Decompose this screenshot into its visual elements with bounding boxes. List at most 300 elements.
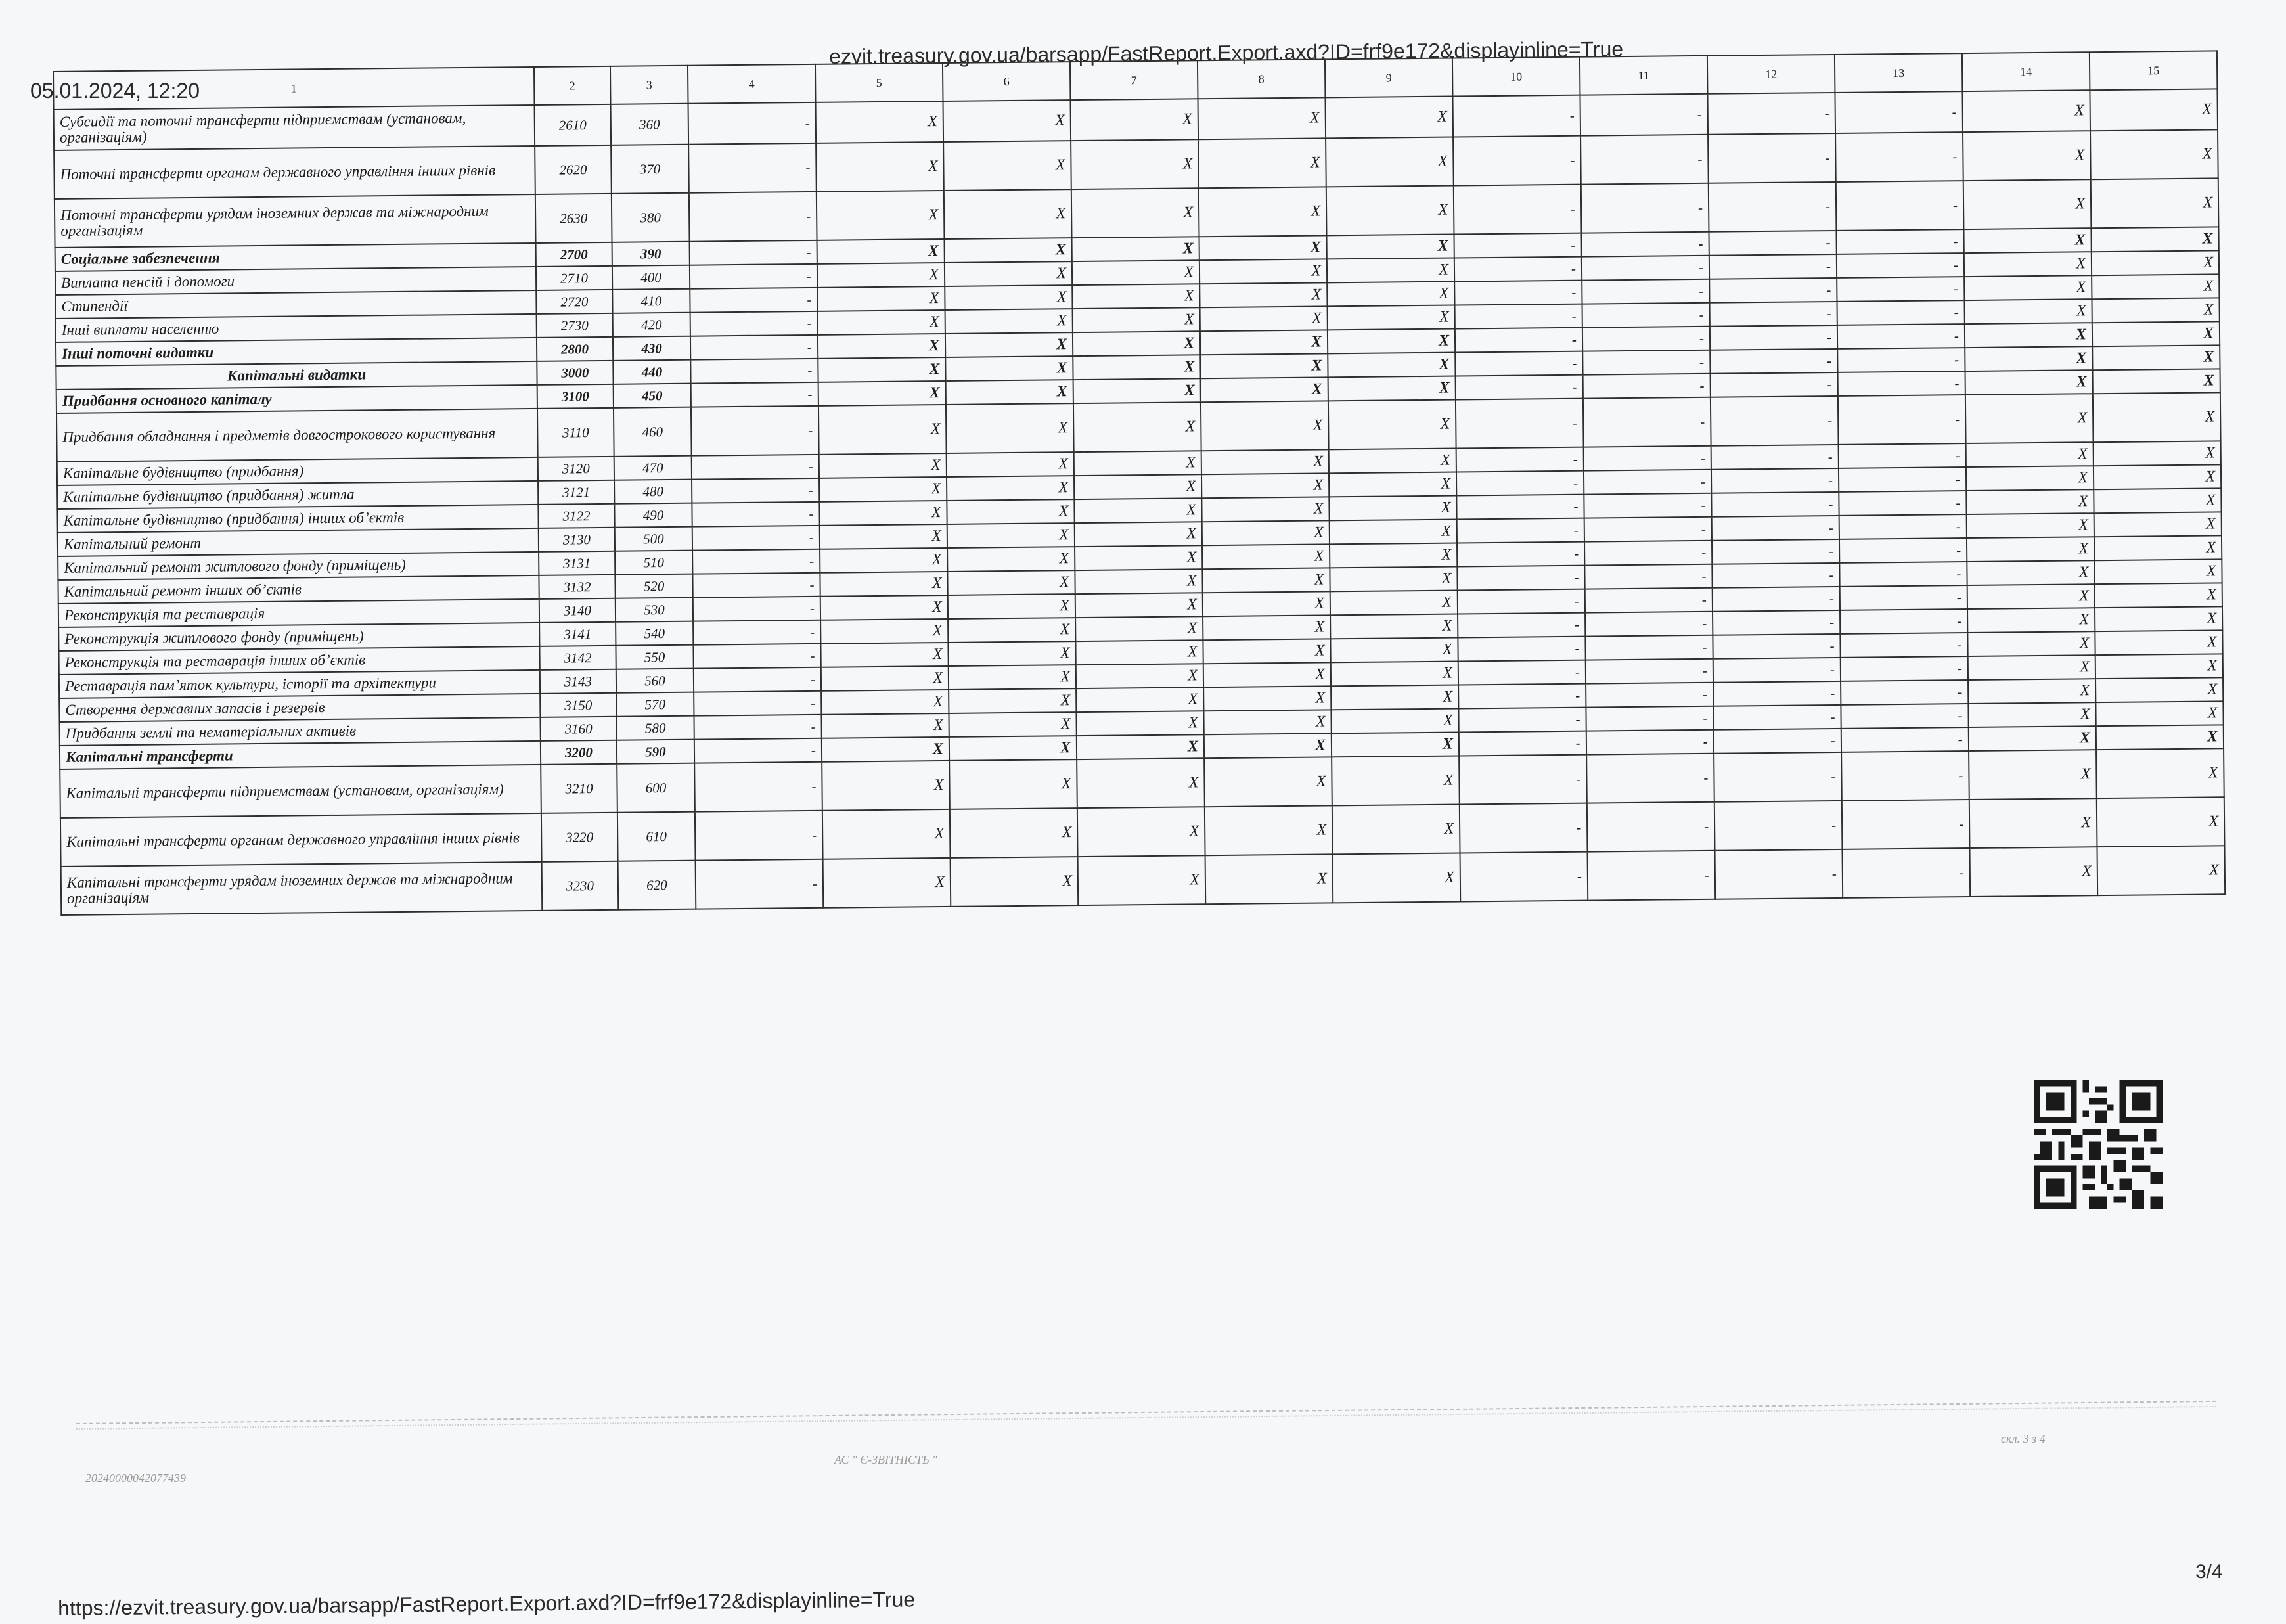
print-datetime: 05.01.2024, 12:20 [30, 79, 200, 102]
x-mark-cell: X [818, 381, 946, 406]
dash-cell: - [1458, 589, 1585, 614]
x-mark-cell: X [2094, 559, 2222, 584]
x-mark-cell: X [1076, 711, 1203, 736]
x-mark-cell: X [1203, 591, 1330, 616]
dash-cell: - [1584, 564, 1712, 589]
dash-cell: - [1710, 325, 1837, 350]
x-mark-cell: X [818, 334, 945, 359]
x-mark-cell: X [1198, 138, 1326, 188]
x-mark-cell: X [1202, 520, 1330, 545]
row-code: 3110 [537, 408, 614, 457]
dash-cell: - [692, 549, 820, 574]
x-mark-cell: X [1073, 378, 1201, 403]
x-mark-cell: X [816, 142, 944, 192]
row-line-code: 450 [614, 384, 691, 408]
row-line-code: 560 [616, 669, 694, 693]
row-line-code: 390 [612, 242, 690, 266]
dash-cell: - [1457, 542, 1584, 567]
dash-cell: - [1841, 727, 1969, 752]
dash-cell: - [1715, 849, 1843, 899]
dash-cell: - [692, 573, 820, 598]
row-line-code: 360 [611, 104, 689, 145]
row-code: 3141 [539, 622, 616, 646]
row-name: Виплата пенсій і допомоги [55, 267, 536, 295]
row-name: Інші поточні видатки [56, 338, 537, 366]
dash-cell: - [1585, 612, 1713, 637]
row-code: 3000 [537, 361, 613, 385]
x-mark-cell: X [1968, 702, 2096, 727]
dash-cell: - [1836, 181, 1964, 231]
dash-cell: - [694, 691, 821, 716]
dash-cell: - [1458, 660, 1586, 685]
row-line-code: 400 [612, 265, 690, 290]
x-mark-cell: X [1074, 451, 1201, 476]
x-mark-cell: X [2092, 345, 2220, 370]
dash-cell: - [1712, 539, 1839, 564]
dash-cell: - [692, 455, 819, 480]
row-code: 3230 [542, 861, 619, 911]
row-code: 3220 [541, 813, 618, 862]
page-url-footer: https://ezvit.treasury.gov.ua/barsapp/FastReport.Export.axd?ID=frf9e172&displayinline=True [58, 1587, 916, 1620]
x-mark-cell: X [822, 761, 950, 811]
x-mark-cell: X [945, 332, 1073, 357]
dash-cell: - [690, 335, 818, 360]
x-mark-cell: X [1075, 593, 1203, 618]
x-mark-cell: X [2092, 298, 2219, 323]
row-name: Капітальні трансферти [60, 741, 541, 769]
x-mark-cell: X [816, 101, 944, 143]
x-mark-cell: X [945, 356, 1073, 381]
x-mark-cell: X [2094, 441, 2221, 466]
x-mark-cell: X [1967, 537, 2094, 562]
dash-cell: - [1584, 493, 1711, 518]
row-line-code: 460 [614, 407, 692, 457]
row-line-code: 540 [616, 621, 693, 646]
x-mark-cell: X [2096, 725, 2224, 750]
x-mark-cell: X [1964, 275, 2092, 300]
row-line-code: 420 [613, 313, 690, 337]
x-mark-cell: X [1330, 614, 1458, 639]
x-mark-cell: X [1204, 733, 1332, 758]
dash-cell: - [1458, 637, 1585, 662]
row-name: Капітальне будівництво (придбання) житла [57, 481, 538, 509]
row-line-code: 480 [614, 480, 692, 504]
row-name: Інші виплати населенню [56, 314, 537, 342]
x-mark-cell: X [1203, 615, 1330, 640]
x-mark-cell: X [1204, 757, 1332, 807]
dash-cell: - [1581, 183, 1709, 233]
dash-cell: - [1842, 800, 1970, 849]
x-mark-cell: X [822, 809, 951, 859]
x-mark-cell: X [947, 547, 1075, 572]
x-mark-cell: X [1332, 756, 1460, 805]
dash-cell: - [1840, 633, 1967, 658]
dash-cell: - [1713, 658, 1841, 683]
x-mark-cell: X [820, 595, 948, 620]
x-mark-cell: X [2095, 583, 2222, 608]
x-mark-cell: X [1201, 377, 1328, 402]
x-mark-cell: X [1325, 97, 1453, 139]
row-line-code: 620 [618, 861, 696, 910]
x-mark-cell: X [1326, 137, 1454, 187]
row-name: Створення державних запасів і резервів [59, 694, 540, 722]
row-code: 2700 [536, 242, 612, 267]
x-mark-cell: X [1963, 131, 2091, 181]
x-mark-cell: X [1203, 662, 1331, 687]
dash-cell: - [1586, 730, 1714, 755]
x-mark-cell: X [1075, 522, 1202, 547]
x-mark-cell: X [1075, 616, 1203, 641]
x-mark-cell: X [1201, 497, 1329, 522]
column-number: 1 [53, 67, 535, 110]
dash-cell: - [1839, 467, 1966, 492]
x-mark-cell: X [945, 309, 1073, 334]
dash-cell: - [1586, 683, 1713, 708]
x-mark-cell: X [821, 666, 949, 691]
x-mark-cell: X [820, 643, 948, 667]
row-name: Капітальні видатки [56, 361, 537, 390]
x-mark-cell: X [1328, 353, 1455, 378]
x-mark-cell: X [951, 857, 1079, 907]
x-mark-cell: X [1966, 466, 2094, 491]
report-sheet [53, 50, 2226, 916]
x-mark-cell: X [949, 688, 1076, 713]
dash-cell: - [1459, 755, 1587, 805]
x-mark-cell: X [1964, 299, 2092, 324]
row-line-code: 580 [616, 716, 694, 740]
x-mark-cell: X [949, 736, 1077, 761]
dash-cell: - [1457, 518, 1584, 543]
dash-cell: - [1582, 350, 1710, 375]
x-mark-cell: X [1328, 400, 1456, 450]
document-id: 20240000042077439 [85, 1472, 186, 1485]
dash-cell: - [694, 762, 822, 812]
x-mark-cell: X [1330, 543, 1457, 568]
x-mark-cell: X [1199, 187, 1327, 237]
x-mark-cell: X [1202, 568, 1330, 593]
dash-cell: - [1841, 680, 1968, 705]
x-mark-cell: X [2096, 654, 2223, 679]
x-mark-cell: X [1202, 544, 1330, 569]
row-name: Поточні трансферти органам державного управління інших рівнів [54, 146, 535, 199]
x-mark-cell: X [2090, 129, 2218, 179]
row-line-code: 470 [614, 456, 692, 480]
row-code: 2720 [536, 290, 612, 314]
row-name: Капітальні трансферти урядам іноземних держав та міжнародним організаціям [61, 862, 543, 915]
dash-cell: - [1839, 514, 1967, 539]
dash-cell: - [694, 667, 821, 692]
dash-cell: - [1582, 303, 1710, 328]
dash-cell: - [1838, 395, 1966, 445]
x-mark-cell: X [1072, 260, 1199, 285]
dash-cell: - [1586, 706, 1713, 731]
dash-cell: - [1454, 281, 1582, 305]
x-mark-cell: X [2093, 369, 2220, 394]
row-name: Соціальне забезпечення [55, 243, 536, 271]
x-mark-cell: X [1076, 664, 1203, 688]
x-mark-cell: X [948, 618, 1075, 643]
column-number: 5 [815, 63, 943, 102]
dash-cell: - [1840, 585, 1967, 610]
row-name: Капітальні трансферти підприємствам (установам, організаціям) [60, 765, 541, 818]
footer-divider [76, 1406, 2216, 1430]
dash-cell: - [1584, 446, 1711, 471]
column-number: 7 [1070, 60, 1198, 100]
dash-cell: - [693, 620, 820, 645]
x-mark-cell: X [1967, 608, 2095, 633]
column-number: 3 [610, 66, 688, 104]
dash-cell: - [1587, 802, 1715, 852]
page-url-header: ezvit.treasury.gov.ua/barsapp/FastReport.Export.axd?ID=frf9e172&displayinline=True [829, 37, 1624, 68]
dash-cell: - [1835, 132, 1963, 182]
dash-cell: - [692, 502, 819, 527]
dash-cell: - [1711, 445, 1839, 470]
x-mark-cell: X [1333, 853, 1461, 903]
x-mark-cell: X [1965, 346, 2092, 371]
x-mark-cell: X [820, 548, 947, 573]
dash-cell: - [1713, 610, 1840, 635]
x-mark-cell: X [2090, 89, 2218, 131]
dash-cell: - [1839, 491, 1966, 516]
dash-cell: - [1588, 851, 1716, 901]
dash-cell: - [692, 526, 820, 551]
column-number: 9 [1325, 58, 1453, 98]
x-mark-cell: X [1968, 679, 2096, 704]
row-line-code: 370 [611, 145, 689, 194]
footer-divider [76, 1401, 2216, 1424]
x-mark-cell: X [1073, 355, 1200, 380]
x-mark-cell: X [2094, 512, 2222, 537]
dash-cell: - [1840, 609, 1967, 634]
x-mark-cell: X [1965, 370, 2093, 395]
x-mark-cell: X [1205, 854, 1334, 904]
dash-cell: - [688, 143, 817, 193]
dash-cell: - [1712, 516, 1839, 541]
row-code: 3200 [541, 740, 617, 765]
x-mark-cell: X [1072, 237, 1199, 261]
x-mark-cell: X [949, 759, 1077, 809]
x-mark-cell: X [818, 405, 947, 455]
dash-cell: - [1713, 705, 1841, 730]
column-number: 6 [943, 62, 1071, 101]
x-mark-cell: X [817, 191, 945, 240]
row-name: Реконструкція та реставрація інших об’єктів [58, 646, 539, 675]
dash-cell: - [1454, 185, 1582, 235]
dash-cell: - [1582, 327, 1710, 351]
dash-cell: - [1580, 135, 1709, 185]
dash-cell: - [1837, 348, 1965, 372]
x-mark-cell: X [1328, 329, 1455, 354]
x-mark-cell: X [1967, 560, 2094, 585]
row-code: 3142 [539, 646, 616, 670]
row-line-code: 500 [615, 527, 692, 551]
row-name: Реконструкція та реставрація [58, 599, 539, 627]
row-name: Капітальний ремонт житлового фонду (приміщень) [58, 552, 539, 580]
x-mark-cell: X [2096, 701, 2223, 726]
dash-cell: - [1458, 684, 1586, 709]
x-mark-cell: X [1198, 97, 1326, 139]
x-mark-cell: X [2094, 464, 2221, 489]
x-mark-cell: X [1966, 489, 2094, 514]
dash-cell: - [1839, 562, 1967, 587]
x-mark-cell: X [1332, 804, 1460, 854]
dash-cell: - [690, 240, 817, 265]
row-name: Стипендії [55, 290, 536, 319]
dash-cell: - [1712, 563, 1839, 588]
dash-cell: - [1713, 587, 1840, 612]
x-mark-cell: X [2096, 748, 2224, 798]
x-mark-cell: X [1077, 758, 1205, 808]
x-mark-cell: X [2096, 677, 2223, 702]
x-mark-cell: X [1969, 847, 2097, 897]
dash-cell: - [1585, 635, 1713, 660]
row-name: Капітальний ремонт інших об’єктів [58, 575, 539, 604]
dash-cell: - [1458, 613, 1585, 638]
x-mark-cell: X [946, 380, 1073, 405]
row-code: 2800 [537, 337, 613, 361]
x-mark-cell: X [1071, 188, 1199, 238]
x-mark-cell: X [2093, 392, 2221, 442]
x-mark-cell: X [948, 594, 1075, 619]
x-mark-cell: X [1329, 496, 1456, 521]
dash-cell: - [1838, 371, 1965, 396]
column-number: 8 [1198, 59, 1326, 99]
row-code: 2610 [535, 104, 612, 146]
row-line-code: 520 [615, 574, 692, 598]
x-mark-cell: X [945, 285, 1072, 310]
x-mark-cell: X [1968, 655, 2096, 680]
x-mark-cell: X [947, 499, 1074, 524]
column-number: 13 [1835, 53, 1963, 93]
row-code: 3100 [537, 384, 614, 409]
dash-cell: - [1456, 399, 1584, 449]
dash-cell: - [1841, 656, 1968, 681]
x-mark-cell: X [1073, 402, 1201, 452]
dash-cell: - [1580, 94, 1708, 136]
x-mark-cell: X [2091, 178, 2219, 228]
x-mark-cell: X [1199, 259, 1327, 284]
x-mark-cell: X [1203, 710, 1331, 734]
x-mark-cell: X [820, 524, 947, 549]
x-mark-cell: X [1331, 685, 1458, 710]
row-code: 3122 [538, 504, 614, 528]
x-mark-cell: X [2094, 488, 2221, 513]
x-mark-cell: X [1203, 686, 1331, 711]
dash-cell: - [1714, 801, 1843, 851]
x-mark-cell: X [945, 238, 1072, 263]
dash-cell: - [1710, 302, 1837, 327]
x-mark-cell: X [822, 737, 949, 762]
x-mark-cell: X [944, 189, 1072, 239]
x-mark-cell: X [1331, 662, 1458, 687]
dash-cell: - [1709, 182, 1837, 232]
x-mark-cell: X [1328, 376, 1456, 401]
x-mark-cell: X [2092, 250, 2219, 275]
x-mark-cell: X [1967, 631, 2095, 656]
dash-cell: - [694, 715, 821, 740]
dash-cell: - [1583, 397, 1711, 447]
row-name: Капітальні трансферти органам державного управління інших рівнів [60, 813, 542, 867]
x-mark-cell: X [1330, 520, 1457, 545]
dash-cell: - [1586, 754, 1714, 803]
column-number: 12 [1707, 55, 1835, 94]
dash-cell: - [1711, 372, 1838, 397]
column-number: 10 [1452, 57, 1580, 97]
row-code: 3150 [540, 693, 616, 717]
x-mark-cell: X [819, 453, 947, 478]
x-mark-cell: X [1205, 805, 1333, 855]
x-mark-cell: X [1326, 235, 1454, 259]
column-number: 4 [688, 64, 816, 104]
dash-cell: - [696, 859, 824, 909]
row-code: 2710 [536, 266, 612, 290]
x-mark-cell: X [1967, 513, 2094, 538]
x-mark-cell: X [820, 572, 947, 597]
row-code: 3132 [539, 575, 615, 599]
column-number: 14 [1962, 52, 2090, 91]
x-mark-cell: X [1075, 545, 1202, 570]
x-mark-cell: X [1076, 687, 1203, 712]
x-mark-cell: X [818, 310, 945, 335]
dash-cell: - [689, 192, 817, 242]
dash-cell: - [690, 264, 817, 289]
row-code: 2620 [535, 145, 612, 194]
dash-cell: - [1586, 659, 1713, 684]
system-name: АС " Є-ЗВІТНІСТЬ " [834, 1453, 937, 1466]
x-mark-cell: X [943, 100, 1071, 142]
dash-cell: - [1708, 133, 1836, 183]
dash-cell: - [1709, 278, 1837, 303]
x-mark-cell: X [1966, 442, 2094, 467]
dash-cell: - [692, 478, 819, 503]
row-line-code: 510 [615, 551, 692, 575]
dash-cell: - [1839, 443, 1966, 468]
row-code: 3130 [539, 528, 615, 552]
row-line-code: 590 [617, 740, 694, 764]
dash-cell: - [1713, 681, 1841, 706]
x-mark-cell: X [1969, 798, 2097, 848]
dash-cell: - [1835, 91, 1963, 133]
x-mark-cell: X [945, 261, 1072, 286]
x-mark-cell: X [817, 239, 945, 264]
x-mark-cell: X [1330, 591, 1458, 616]
x-mark-cell: X [1329, 449, 1456, 474]
x-mark-cell: X [1967, 584, 2095, 609]
row-name: Капітальне будівництво (придбання) інших об’єктів [57, 505, 538, 533]
dash-cell: - [1710, 349, 1837, 374]
page-number: 3/4 [2195, 1561, 2223, 1583]
x-mark-cell: X [1331, 708, 1458, 733]
x-mark-cell: X [821, 713, 949, 738]
dash-cell: - [1582, 279, 1709, 304]
dash-cell: - [1585, 588, 1713, 613]
x-mark-cell: X [2092, 321, 2220, 346]
row-name: Капітальне будівництво (придбання) [57, 457, 538, 485]
dash-cell: - [1711, 468, 1839, 493]
x-mark-cell: X [950, 808, 1078, 858]
x-mark-cell: X [819, 501, 947, 526]
x-mark-cell: X [1969, 750, 2097, 800]
dash-cell: - [1457, 566, 1584, 591]
dash-cell: - [1454, 233, 1581, 258]
dash-cell: - [1460, 803, 1588, 853]
dash-cell: - [1842, 848, 1970, 898]
column-number: 2 [534, 66, 611, 105]
dash-cell: - [1460, 852, 1588, 902]
x-mark-cell: X [1075, 569, 1202, 594]
x-mark-cell: X [821, 690, 949, 715]
x-mark-cell: X [948, 641, 1075, 666]
